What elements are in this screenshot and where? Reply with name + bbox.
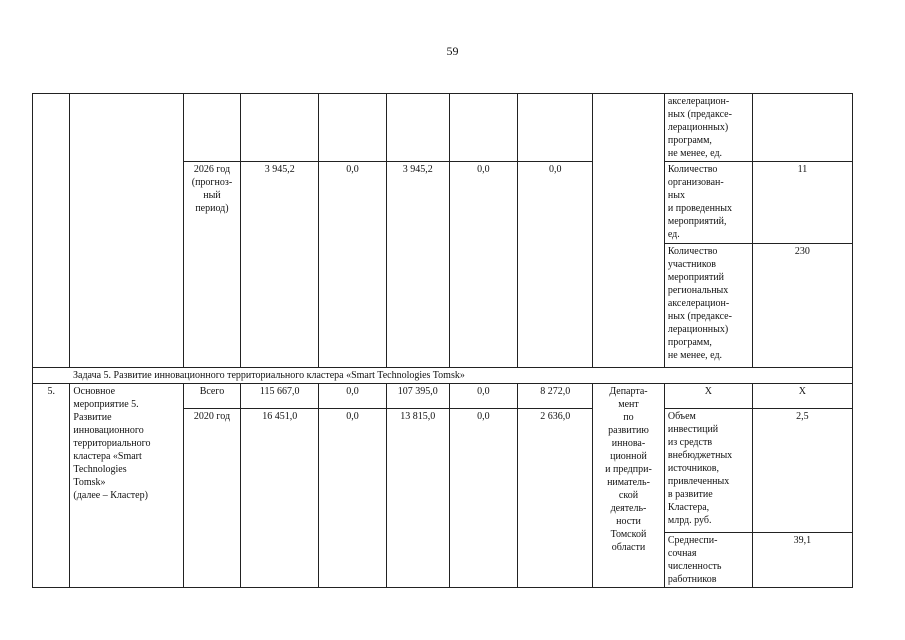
total-cell: 115 667,0 <box>241 384 319 409</box>
other-cell: 2 636,0 <box>518 409 593 588</box>
other-cell: 0,0 <box>518 162 593 368</box>
executor-cell: Департа- мент по развитию иннова- ционной и предпри- ниматель- ской деятель- ности Томской области <box>593 384 665 588</box>
num-cell-empty <box>33 94 70 368</box>
indicator-value: Х <box>752 384 852 409</box>
regional-cell: 107 395,0 <box>386 384 449 409</box>
total-cell: 16 451,0 <box>241 409 319 588</box>
indicator-name: акселерацион- ных (предаксе- лерационных) программ, не менее, ед. <box>664 94 752 162</box>
indicator-value: 39,1 <box>752 533 852 588</box>
table-row <box>33 94 853 162</box>
federal-cell: 0,0 <box>319 409 387 588</box>
federal-cell: 0,0 <box>319 162 387 368</box>
item-name: Основное мероприятие 5. Развитие инновационного территориального кластера «Smart Technologies Tomsk» (далее – Кластер) <box>70 384 183 588</box>
other-cell: 8 272,0 <box>518 384 593 409</box>
indicator-name: Объем инвестиций из средств внебюджетных источников, привлеченных в развитие Кластера, млрд. руб. <box>664 409 752 533</box>
local-cell: 0,0 <box>449 162 518 368</box>
indicator-name: Среднеспи- сочная численность работников <box>664 533 752 588</box>
total-cell: 3 945,2 <box>241 162 319 368</box>
indicator-name: Х <box>664 384 752 409</box>
table-row <box>33 384 853 409</box>
local-cell: 0,0 <box>449 409 518 588</box>
indicator-value: 11 <box>752 162 852 244</box>
federal-cell: 0,0 <box>319 384 387 409</box>
task-row <box>33 368 853 384</box>
regional-cell: 13 815,0 <box>386 409 449 588</box>
period-cell: Всего <box>183 384 241 409</box>
item-number: 5. <box>33 384 70 588</box>
indicator-name: Количество участников мероприятий региональных акселерацион- ных (предаксе- лерационных) программ, не менее, ед. <box>664 244 752 368</box>
executor-cell-empty <box>593 94 665 368</box>
indicator-value: 230 <box>752 244 852 368</box>
indicator-value: 2,5 <box>752 409 852 533</box>
period-cell: 2020 год <box>183 409 241 588</box>
name-cell-empty <box>70 94 183 368</box>
indicator-name: Количество организован- ных и проведенных мероприятий, ед. <box>664 162 752 244</box>
local-cell: 0,0 <box>449 384 518 409</box>
program-table <box>32 93 853 588</box>
task-heading: Задача 5. Развитие инновационного территориального кластера «Smart Technologies Tomsk» <box>33 368 853 384</box>
regional-cell: 3 945,2 <box>386 162 449 368</box>
period-cell: 2026 год (прогноз- ный период) <box>183 162 241 368</box>
page-number: 59 <box>446 44 459 58</box>
